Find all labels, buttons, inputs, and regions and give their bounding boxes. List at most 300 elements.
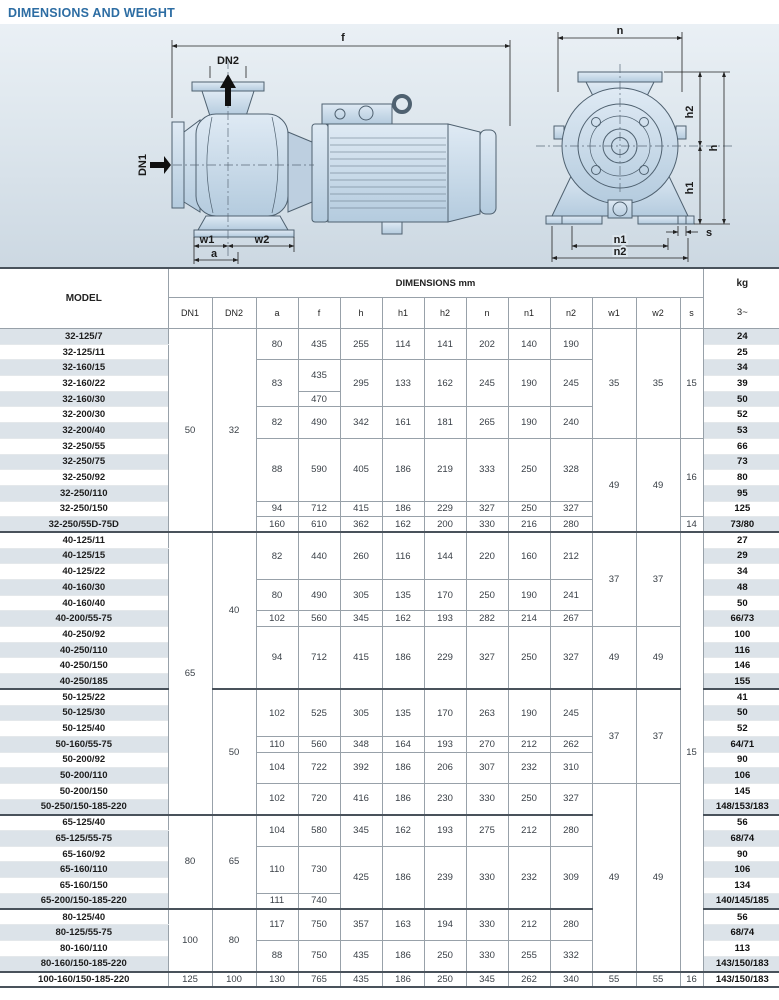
model-cell: 32-250/55 bbox=[0, 438, 168, 454]
dim-cell-h2: 239 bbox=[424, 846, 466, 909]
dim-cell-h1: 162 bbox=[382, 611, 424, 627]
weight-cell: 134 bbox=[703, 878, 779, 894]
dim-cell-DN2: 100 bbox=[212, 972, 256, 988]
dim-cell-n2: 240 bbox=[550, 407, 592, 438]
dim-cell-DN1: 125 bbox=[168, 972, 212, 988]
model-cell: 40-125/15 bbox=[0, 548, 168, 564]
dim-cell-n: 263 bbox=[466, 689, 508, 736]
dim-cell-s: 14 bbox=[680, 517, 703, 533]
weight-phase-header: 3~ bbox=[703, 298, 779, 329]
pump-side-view-diagram bbox=[60, 24, 530, 267]
weight-cell: 73 bbox=[703, 454, 779, 470]
dim-cell-n2: 212 bbox=[550, 532, 592, 579]
dim-cell-h: 416 bbox=[340, 783, 382, 814]
dim-cell-f: 490 bbox=[298, 580, 340, 611]
dim-cell-a: 130 bbox=[256, 972, 298, 988]
model-column-header: MODEL bbox=[0, 268, 168, 329]
dim-cell-n2: 245 bbox=[550, 689, 592, 736]
dim-cell-n: 275 bbox=[466, 815, 508, 846]
model-cell: 40-200/55-75 bbox=[0, 611, 168, 627]
dim-cell-f: 560 bbox=[298, 611, 340, 627]
dim-cell-n1: 190 bbox=[508, 580, 550, 611]
weight-cell: 53 bbox=[703, 423, 779, 439]
weight-column-header: kg bbox=[703, 268, 779, 298]
dim-label-w1: w1 bbox=[199, 234, 215, 246]
dim-cell-f: 610 bbox=[298, 517, 340, 533]
dim-cell-h: 392 bbox=[340, 752, 382, 783]
dim-cell-s: 15 bbox=[680, 532, 703, 971]
dim-cell-f: 730 bbox=[298, 846, 340, 893]
dim-cell-h1: 186 bbox=[382, 940, 424, 971]
dim-label-h2: h2 bbox=[684, 105, 696, 119]
dim-cell-h1: 114 bbox=[382, 329, 424, 360]
dim-cell-DN2: 50 bbox=[212, 689, 256, 815]
model-cell: 40-125/22 bbox=[0, 564, 168, 580]
dim-cell-n: 307 bbox=[466, 752, 508, 783]
model-cell: 32-160/22 bbox=[0, 376, 168, 392]
dim-cell-h: 425 bbox=[340, 846, 382, 909]
weight-cell: 24 bbox=[703, 329, 779, 345]
dim-label-n: n bbox=[616, 25, 624, 37]
column-header-h1: h1 bbox=[382, 298, 424, 329]
dim-cell-f: 580 bbox=[298, 815, 340, 846]
dim-cell-w2: 49 bbox=[636, 438, 680, 532]
dim-cell-h2: 250 bbox=[424, 940, 466, 971]
weight-cell: 34 bbox=[703, 360, 779, 376]
dim-cell-a: 102 bbox=[256, 689, 298, 736]
model-cell: 32-125/11 bbox=[0, 344, 168, 360]
dim-cell-h2: 230 bbox=[424, 783, 466, 814]
weight-cell: 125 bbox=[703, 501, 779, 517]
model-cell: 100-160/150-185-220 bbox=[0, 972, 168, 988]
dim-cell-n2: 190 bbox=[550, 329, 592, 360]
dim-cell-n2: 332 bbox=[550, 940, 592, 971]
model-cell: 40-250/110 bbox=[0, 642, 168, 658]
column-header-n1: n1 bbox=[508, 298, 550, 329]
dim-cell-h1: 162 bbox=[382, 815, 424, 846]
weight-cell: 50 bbox=[703, 391, 779, 407]
model-cell: 40-160/30 bbox=[0, 580, 168, 596]
dim-cell-n1: 214 bbox=[508, 611, 550, 627]
model-cell: 65-125/55-75 bbox=[0, 831, 168, 847]
dim-cell-f: 440 bbox=[298, 532, 340, 579]
dim-cell-n: 333 bbox=[466, 438, 508, 501]
dim-cell-h2: 193 bbox=[424, 611, 466, 627]
column-header-w1: w1 bbox=[592, 298, 636, 329]
weight-cell: 90 bbox=[703, 752, 779, 768]
dim-label-w2: w2 bbox=[254, 234, 270, 246]
dim-cell-DN1: 80 bbox=[168, 815, 212, 909]
dim-label-n2: n2 bbox=[613, 246, 627, 258]
dim-cell-n: 327 bbox=[466, 627, 508, 690]
model-cell: 65-160/110 bbox=[0, 862, 168, 878]
dim-cell-n1: 250 bbox=[508, 627, 550, 690]
dim-cell-f: 590 bbox=[298, 438, 340, 501]
weight-cell: 68/74 bbox=[703, 925, 779, 941]
dim-cell-h1: 186 bbox=[382, 501, 424, 517]
dim-cell-w1: 49 bbox=[592, 783, 636, 971]
dim-cell-n1: 190 bbox=[508, 360, 550, 407]
dim-cell-h2: 250 bbox=[424, 972, 466, 988]
weight-cell: 52 bbox=[703, 407, 779, 423]
model-cell: 32-160/15 bbox=[0, 360, 168, 376]
dim-cell-h: 305 bbox=[340, 580, 382, 611]
dim-cell-a: 102 bbox=[256, 783, 298, 814]
model-cell: 32-250/75 bbox=[0, 454, 168, 470]
column-header-n: n bbox=[466, 298, 508, 329]
dim-cell-h1: 163 bbox=[382, 909, 424, 940]
weight-cell: 39 bbox=[703, 376, 779, 392]
dim-cell-h2: 206 bbox=[424, 752, 466, 783]
model-cell: 80-125/55-75 bbox=[0, 925, 168, 941]
dim-cell-h1: 186 bbox=[382, 972, 424, 988]
dim-cell-n1: 212 bbox=[508, 909, 550, 940]
model-cell: 50-200/92 bbox=[0, 752, 168, 768]
weight-cell: 95 bbox=[703, 485, 779, 501]
dim-cell-h: 260 bbox=[340, 532, 382, 579]
dim-cell-n2: 340 bbox=[550, 972, 592, 988]
dim-cell-h2: 170 bbox=[424, 689, 466, 736]
model-cell: 32-250/92 bbox=[0, 470, 168, 486]
pump-front-view-diagram bbox=[480, 24, 779, 267]
weight-cell: 140/145/185 bbox=[703, 893, 779, 909]
dim-cell-h: 435 bbox=[340, 940, 382, 971]
dim-label-n1: n1 bbox=[613, 234, 627, 246]
dim-cell-a: 110 bbox=[256, 736, 298, 752]
weight-cell: 66/73 bbox=[703, 611, 779, 627]
model-cell: 40-250/150 bbox=[0, 658, 168, 674]
dim-label-h1: h1 bbox=[684, 181, 696, 195]
dim-cell-DN2: 80 bbox=[212, 909, 256, 972]
column-header-a: a bbox=[256, 298, 298, 329]
dim-cell-n: 220 bbox=[466, 532, 508, 579]
dim-cell-f: 722 bbox=[298, 752, 340, 783]
weight-cell: 34 bbox=[703, 564, 779, 580]
model-cell: 50-160/55-75 bbox=[0, 736, 168, 752]
weight-cell: 66 bbox=[703, 438, 779, 454]
dim-cell-n: 327 bbox=[466, 501, 508, 517]
weight-cell: 27 bbox=[703, 532, 779, 548]
column-header-w2: w2 bbox=[636, 298, 680, 329]
dim-cell-h: 415 bbox=[340, 501, 382, 517]
model-cell: 40-160/40 bbox=[0, 595, 168, 611]
weight-cell: 68/74 bbox=[703, 831, 779, 847]
weight-cell: 50 bbox=[703, 595, 779, 611]
dim-cell-w1: 35 bbox=[592, 329, 636, 439]
dim-cell-h1: 116 bbox=[382, 532, 424, 579]
dim-cell-f: 750 bbox=[298, 909, 340, 940]
model-cell: 80-125/40 bbox=[0, 909, 168, 925]
dim-cell-n1: 250 bbox=[508, 501, 550, 517]
dim-cell-n: 202 bbox=[466, 329, 508, 360]
dim-cell-h2: 141 bbox=[424, 329, 466, 360]
model-cell: 32-250/110 bbox=[0, 485, 168, 501]
motor-foot bbox=[382, 222, 402, 234]
dim-cell-h: 342 bbox=[340, 407, 382, 438]
weight-cell: 52 bbox=[703, 721, 779, 737]
dim-cell-DN1: 50 bbox=[168, 329, 212, 533]
column-header-n2: n2 bbox=[550, 298, 592, 329]
weight-cell: 155 bbox=[703, 674, 779, 690]
motor-rear bbox=[448, 124, 480, 222]
dim-cell-w1: 37 bbox=[592, 689, 636, 783]
dim-cell-h: 348 bbox=[340, 736, 382, 752]
model-cell: 50-250/150-185-220 bbox=[0, 799, 168, 815]
dim-label-dn1: DN1 bbox=[137, 153, 149, 177]
dim-cell-h1: 186 bbox=[382, 846, 424, 909]
weight-cell: 100 bbox=[703, 627, 779, 643]
model-cell: 40-125/11 bbox=[0, 532, 168, 548]
column-header-h: h bbox=[340, 298, 382, 329]
dim-cell-h1: 135 bbox=[382, 580, 424, 611]
dim-cell-f: 490 bbox=[298, 407, 340, 438]
dim-cell-n1: 216 bbox=[508, 517, 550, 533]
weight-cell: 25 bbox=[703, 344, 779, 360]
model-cell: 32-160/30 bbox=[0, 391, 168, 407]
model-cell: 32-250/55D-75D bbox=[0, 517, 168, 533]
model-cell: 40-250/92 bbox=[0, 627, 168, 643]
dim-cell-w2: 49 bbox=[636, 783, 680, 971]
model-cell: 65-200/150-185-220 bbox=[0, 893, 168, 909]
dim-cell-n: 330 bbox=[466, 517, 508, 533]
weight-cell: 148/153/183 bbox=[703, 799, 779, 815]
dim-cell-w2: 37 bbox=[636, 532, 680, 626]
weight-cell: 106 bbox=[703, 768, 779, 784]
dim-label-s: s bbox=[706, 227, 713, 239]
dim-cell-n: 245 bbox=[466, 360, 508, 407]
weight-cell: 113 bbox=[703, 940, 779, 956]
dim-cell-h2: 193 bbox=[424, 815, 466, 846]
dim-cell-n: 330 bbox=[466, 846, 508, 909]
terminal-box bbox=[322, 104, 392, 124]
dim-cell-h1: 186 bbox=[382, 752, 424, 783]
dim-cell-n2: 241 bbox=[550, 580, 592, 611]
dim-cell-h: 295 bbox=[340, 360, 382, 407]
dim-cell-a: 111 bbox=[256, 893, 298, 909]
weight-cell: 80 bbox=[703, 470, 779, 486]
weight-cell: 146 bbox=[703, 658, 779, 674]
dim-cell-n2: 327 bbox=[550, 627, 592, 690]
dim-cell-h1: 186 bbox=[382, 627, 424, 690]
dim-cell-a: 82 bbox=[256, 407, 298, 438]
dim-cell-a: 94 bbox=[256, 627, 298, 690]
dim-cell-n1: 160 bbox=[508, 532, 550, 579]
dim-cell-a: 104 bbox=[256, 815, 298, 846]
dim-cell-f: 560 bbox=[298, 736, 340, 752]
dim-cell-a: 102 bbox=[256, 611, 298, 627]
dim-cell-f: 720 bbox=[298, 783, 340, 814]
dim-cell-n2: 280 bbox=[550, 909, 592, 940]
model-cell: 65-160/150 bbox=[0, 878, 168, 894]
dim-cell-h2: 229 bbox=[424, 501, 466, 517]
dim-cell-n: 330 bbox=[466, 940, 508, 971]
weight-cell: 145 bbox=[703, 783, 779, 799]
dim-cell-h: 345 bbox=[340, 815, 382, 846]
dim-cell-n2: 328 bbox=[550, 438, 592, 501]
dim-cell-n1: 212 bbox=[508, 815, 550, 846]
dim-cell-h2: 144 bbox=[424, 532, 466, 579]
dim-cell-f: 765 bbox=[298, 972, 340, 988]
weight-cell: 29 bbox=[703, 548, 779, 564]
diagram-panel bbox=[0, 24, 779, 267]
dim-cell-w1: 49 bbox=[592, 627, 636, 690]
dim-cell-DN2: 65 bbox=[212, 815, 256, 909]
dim-cell-h2: 181 bbox=[424, 407, 466, 438]
model-cell: 80-160/110 bbox=[0, 940, 168, 956]
dim-cell-n1: 255 bbox=[508, 940, 550, 971]
dim-cell-w1: 55 bbox=[592, 972, 636, 988]
dim-cell-a: 80 bbox=[256, 329, 298, 360]
dim-cell-h: 345 bbox=[340, 611, 382, 627]
dim-cell-h1: 186 bbox=[382, 783, 424, 814]
dim-cell-n2: 262 bbox=[550, 736, 592, 752]
dim-cell-a: 110 bbox=[256, 846, 298, 893]
dim-cell-h2: 193 bbox=[424, 736, 466, 752]
dim-cell-n1: 250 bbox=[508, 438, 550, 501]
weight-cell: 116 bbox=[703, 642, 779, 658]
dim-cell-DN2: 40 bbox=[212, 532, 256, 689]
model-cell: 50-125/40 bbox=[0, 721, 168, 737]
dim-cell-h2: 200 bbox=[424, 517, 466, 533]
dim-cell-n2: 280 bbox=[550, 815, 592, 846]
column-header-f: f bbox=[298, 298, 340, 329]
weight-cell: 50 bbox=[703, 705, 779, 721]
dim-cell-w1: 49 bbox=[592, 438, 636, 532]
dim-cell-n2: 267 bbox=[550, 611, 592, 627]
dim-cell-n1: 232 bbox=[508, 846, 550, 909]
dim-cell-n2: 309 bbox=[550, 846, 592, 909]
dim-cell-a: 80 bbox=[256, 580, 298, 611]
dimensions-group-header: DIMENSIONS mm bbox=[168, 268, 703, 298]
dim-cell-a: 160 bbox=[256, 517, 298, 533]
dim-cell-s: 15 bbox=[680, 329, 703, 439]
dim-cell-n: 270 bbox=[466, 736, 508, 752]
dim-cell-h1: 135 bbox=[382, 689, 424, 736]
weight-cell: 73/80 bbox=[703, 517, 779, 533]
dim-cell-a: 83 bbox=[256, 360, 298, 407]
dim-cell-h: 362 bbox=[340, 517, 382, 533]
dim-cell-h: 415 bbox=[340, 627, 382, 690]
model-cell: 50-200/110 bbox=[0, 768, 168, 784]
weight-cell: 143/150/183 bbox=[703, 956, 779, 972]
weight-cell: 106 bbox=[703, 862, 779, 878]
model-cell: 32-250/150 bbox=[0, 501, 168, 517]
dim-label-f: f bbox=[341, 32, 345, 44]
motor-front-cap bbox=[312, 124, 328, 222]
dim-cell-w2: 49 bbox=[636, 627, 680, 690]
dim-cell-w2: 55 bbox=[636, 972, 680, 988]
dim-cell-s: 16 bbox=[680, 438, 703, 516]
weight-cell: 48 bbox=[703, 580, 779, 596]
dim-cell-DN2: 32 bbox=[212, 329, 256, 533]
model-cell: 32-125/7 bbox=[0, 329, 168, 345]
model-cell: 50-200/150 bbox=[0, 783, 168, 799]
dim-cell-n1: 232 bbox=[508, 752, 550, 783]
model-cell: 32-200/30 bbox=[0, 407, 168, 423]
dim-cell-f: 435 bbox=[298, 360, 340, 391]
dim-cell-DN1: 65 bbox=[168, 532, 212, 814]
model-cell: 65-160/92 bbox=[0, 846, 168, 862]
dim-cell-f: 712 bbox=[298, 501, 340, 517]
dim-cell-n2: 327 bbox=[550, 783, 592, 814]
dim-cell-h2: 170 bbox=[424, 580, 466, 611]
dim-cell-f: 525 bbox=[298, 689, 340, 736]
dim-cell-a: 94 bbox=[256, 501, 298, 517]
dim-cell-n: 265 bbox=[466, 407, 508, 438]
dim-cell-DN1: 100 bbox=[168, 909, 212, 972]
dim-cell-h: 435 bbox=[340, 972, 382, 988]
dim-cell-f: 750 bbox=[298, 940, 340, 971]
dim-cell-n1: 140 bbox=[508, 329, 550, 360]
dim-cell-h2: 194 bbox=[424, 909, 466, 940]
weight-cell: 143/150/183 bbox=[703, 972, 779, 988]
dim-cell-h1: 164 bbox=[382, 736, 424, 752]
weight-cell: 64/71 bbox=[703, 736, 779, 752]
dim-cell-n1: 190 bbox=[508, 689, 550, 736]
dim-label-dn2: DN2 bbox=[216, 55, 240, 67]
dim-cell-n: 250 bbox=[466, 580, 508, 611]
dim-cell-n1: 212 bbox=[508, 736, 550, 752]
dim-cell-n2: 245 bbox=[550, 360, 592, 407]
model-cell: 32-200/40 bbox=[0, 423, 168, 439]
weight-cell: 90 bbox=[703, 846, 779, 862]
dim-cell-h: 255 bbox=[340, 329, 382, 360]
model-cell: 40-250/185 bbox=[0, 674, 168, 690]
dim-cell-n1: 262 bbox=[508, 972, 550, 988]
weight-cell: 56 bbox=[703, 815, 779, 831]
dim-cell-n2: 310 bbox=[550, 752, 592, 783]
weight-cell: 41 bbox=[703, 689, 779, 705]
weight-cell: 56 bbox=[703, 909, 779, 925]
dimensions-table bbox=[0, 267, 779, 988]
dn1-flow-arrow-icon bbox=[150, 156, 171, 174]
column-header-DN2: DN2 bbox=[212, 298, 256, 329]
dim-cell-a: 88 bbox=[256, 438, 298, 501]
dim-cell-h2: 229 bbox=[424, 627, 466, 690]
dim-cell-a: 117 bbox=[256, 909, 298, 940]
column-header-DN1: DN1 bbox=[168, 298, 212, 329]
model-cell: 80-160/150-185-220 bbox=[0, 956, 168, 972]
dim-cell-n1: 190 bbox=[508, 407, 550, 438]
dim-cell-f: 435 bbox=[298, 329, 340, 360]
dim-label-a: a bbox=[210, 248, 218, 260]
dim-cell-w2: 35 bbox=[636, 329, 680, 439]
dim-cell-w1: 37 bbox=[592, 532, 636, 626]
dim-cell-h1: 161 bbox=[382, 407, 424, 438]
dim-cell-n1: 250 bbox=[508, 783, 550, 814]
dim-cell-h1: 162 bbox=[382, 517, 424, 533]
column-header-h2: h2 bbox=[424, 298, 466, 329]
dim-cell-a: 88 bbox=[256, 940, 298, 971]
page-title: DIMENSIONS AND WEIGHT bbox=[8, 6, 175, 20]
dim-cell-n: 330 bbox=[466, 783, 508, 814]
dim-cell-n2: 280 bbox=[550, 517, 592, 533]
dim-cell-a: 82 bbox=[256, 532, 298, 579]
dim-cell-s: 16 bbox=[680, 972, 703, 988]
dim-cell-h2: 219 bbox=[424, 438, 466, 501]
dim-cell-h1: 133 bbox=[382, 360, 424, 407]
model-cell: 50-125/30 bbox=[0, 705, 168, 721]
dim-cell-n: 345 bbox=[466, 972, 508, 988]
lifting-eye-icon bbox=[394, 96, 410, 112]
dim-cell-w2: 37 bbox=[636, 689, 680, 783]
dim-cell-n: 330 bbox=[466, 909, 508, 940]
dim-label-h: h bbox=[708, 144, 720, 152]
dim-cell-h: 405 bbox=[340, 438, 382, 501]
dim-cell-h: 305 bbox=[340, 689, 382, 736]
model-cell: 50-125/22 bbox=[0, 689, 168, 705]
column-header-s: s bbox=[680, 298, 703, 329]
